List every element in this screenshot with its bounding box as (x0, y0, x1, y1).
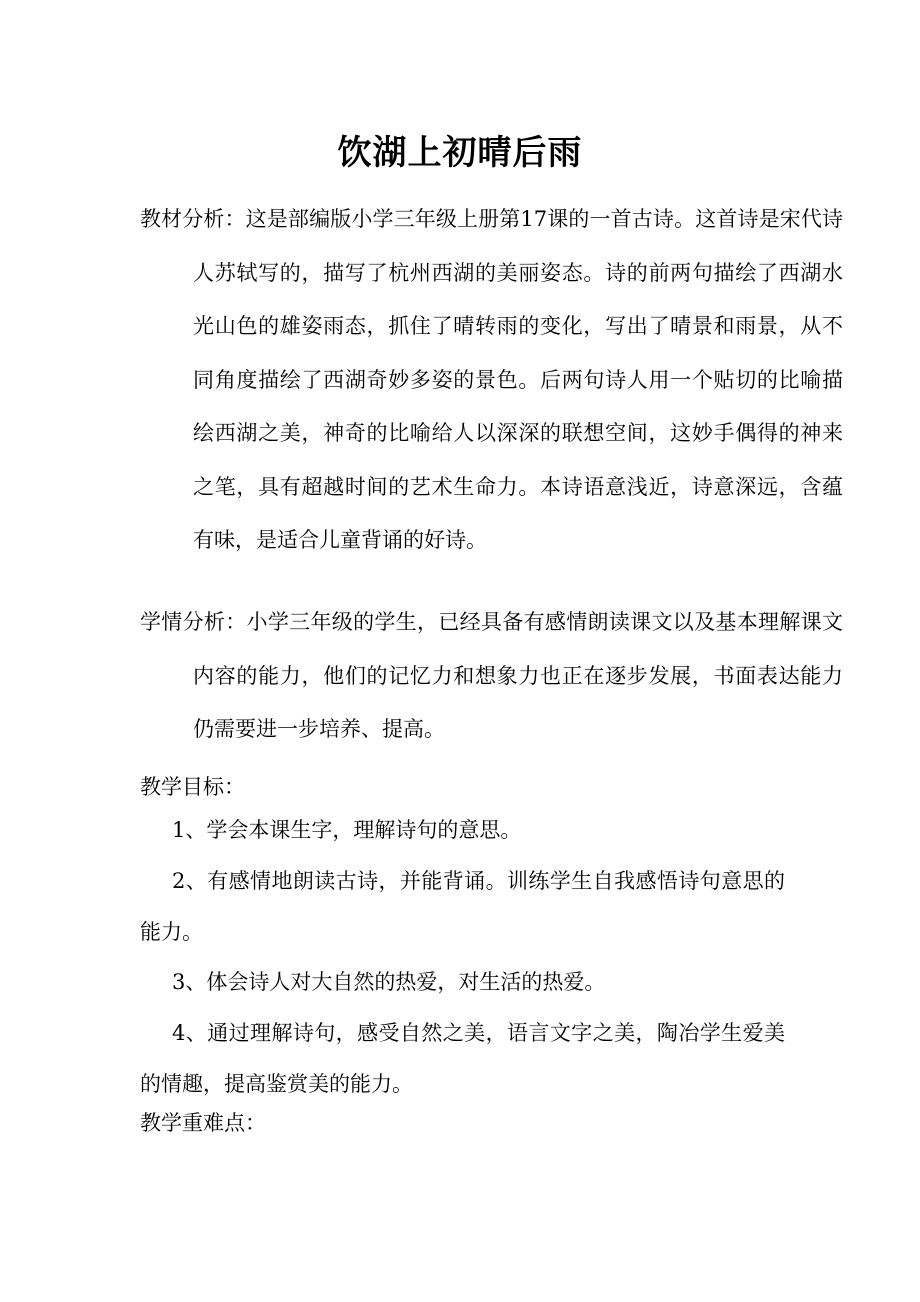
teaching-goals-heading: 教学目标： (140, 775, 245, 799)
key-points-heading: 教学重难点： (140, 1111, 266, 1135)
teaching-goal-item: 3、体会诗人对大自然的热爱，对生活的热爱。 (172, 970, 606, 994)
document-title: 饮湖上初晴后雨 (337, 133, 583, 173)
teaching-goal-item: 2、有感情地朗读古诗，并能背诵。训练学生自我感悟诗句意思的能力。 (140, 869, 785, 944)
teaching-goal-item: 4、通过理解诗句，感受自然之美，语言文字之美，陶冶学生爱美的情趣，提高鉴赏美的能力。 (140, 1021, 785, 1096)
student-analysis-paragraph: 学情分析：小学三年级的学生，已经具备有感情朗读课文以及基本理解课文内容的能力，他们的记忆力和想象力也正在逐步发展，书面表达能力仍需要进一步培养、提高。 (140, 610, 843, 741)
material-analysis-paragraph: 教材分析：这是部编版小学三年级上册第17课的一首古诗。这首诗是宋代诗人苏轼写的，描写了杭州西湖的美丽姿态。诗的前两句描绘了西湖水光山色的雄姿雨态，抓住了晴转雨的变化，写出了晴景和雨景，从不同角度描绘了西湖奇妙多姿的景色。后两句诗人用一个贴切的比喻描绘西湖之美，神奇的比喻给人以深深的联想空间，这妙手偶得的神来之笔，具有超越时间的艺术生命力。本诗语意浅近，诗意深远，含蕴有味，是适合儿童背诵的好诗。 (140, 207, 843, 552)
teaching-goal-item: 1、学会本课生字，理解诗句的意思。 (172, 818, 522, 842)
